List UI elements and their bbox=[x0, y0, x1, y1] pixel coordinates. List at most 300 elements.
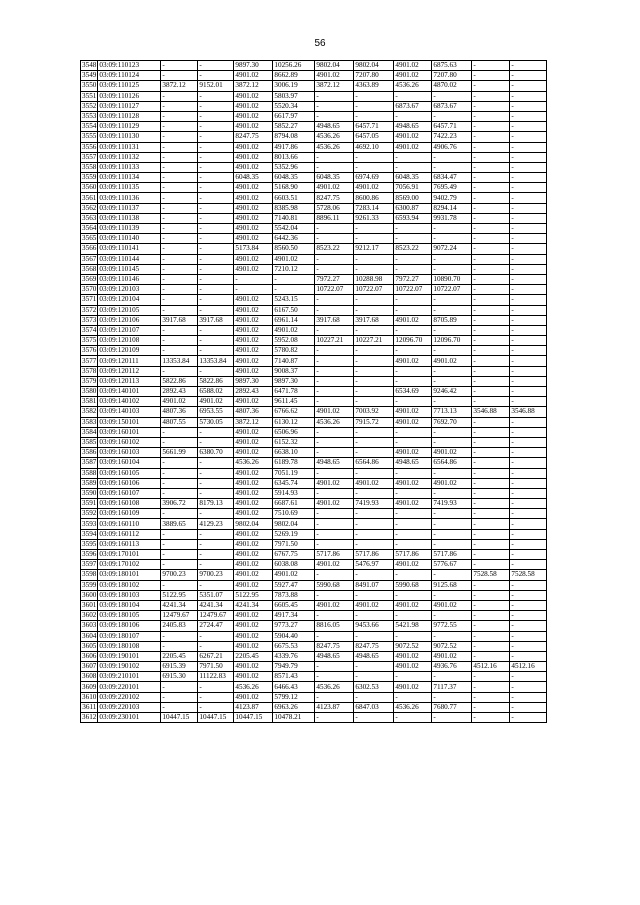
value-cell: - bbox=[510, 234, 547, 244]
value-cell: - bbox=[510, 387, 547, 397]
value-cell: - bbox=[161, 173, 198, 183]
value-cell: 12096.70 bbox=[432, 336, 472, 346]
value-cell: 4901.02 bbox=[161, 397, 198, 407]
value-cell: 7528.58 bbox=[472, 570, 510, 580]
value-cell: 10288.98 bbox=[354, 274, 394, 284]
value-cell: - bbox=[354, 437, 394, 447]
value-cell: 5799.12 bbox=[273, 692, 315, 702]
value-cell: 4901.02 bbox=[234, 111, 273, 121]
row-number-cell: 3593 bbox=[82, 519, 97, 528]
table-row bbox=[81, 539, 547, 549]
value-cell: - bbox=[198, 274, 234, 284]
value-cell: - bbox=[394, 529, 432, 539]
value-cell: - bbox=[161, 488, 198, 498]
value-cell: - bbox=[394, 611, 432, 621]
code-cell: 03:09:110146 bbox=[98, 274, 161, 284]
table-row bbox=[81, 611, 547, 621]
value-cell: - bbox=[472, 234, 510, 244]
code-cell: 03:09:120111 bbox=[98, 356, 161, 366]
value-cell: - bbox=[198, 254, 234, 264]
value-cell: - bbox=[472, 560, 510, 570]
value-cell: - bbox=[161, 631, 198, 641]
value-cell: - bbox=[354, 254, 394, 264]
value-cell: 4901.02 bbox=[234, 224, 273, 234]
row-number-cell: 3570 bbox=[82, 285, 97, 294]
value-cell: - bbox=[198, 173, 234, 183]
value-cell: 6873.67 bbox=[432, 101, 472, 111]
value-cell: - bbox=[510, 244, 547, 254]
value-cell: 2892.43 bbox=[234, 387, 273, 397]
value-cell: 5661.99 bbox=[161, 448, 198, 458]
value-cell: 4901.02 bbox=[234, 550, 273, 560]
value-cell: - bbox=[198, 132, 234, 142]
table-row bbox=[81, 142, 547, 152]
value-cell: - bbox=[315, 152, 354, 162]
value-cell: - bbox=[510, 336, 547, 346]
value-cell: - bbox=[198, 346, 234, 356]
value-cell: - bbox=[315, 488, 354, 498]
value-cell: 8794.08 bbox=[273, 132, 315, 142]
value-cell: - bbox=[472, 387, 510, 397]
value-cell: 7713.13 bbox=[432, 407, 472, 417]
value-cell: - bbox=[472, 458, 510, 468]
value-cell: - bbox=[510, 499, 547, 509]
value-cell: - bbox=[394, 509, 432, 519]
value-cell: 3872.12 bbox=[161, 81, 198, 91]
value-cell: 8247.75 bbox=[315, 641, 354, 651]
value-cell: - bbox=[510, 621, 547, 631]
value-cell: - bbox=[394, 539, 432, 549]
value-cell: - bbox=[198, 509, 234, 519]
value-cell: 8705.89 bbox=[432, 315, 472, 325]
value-cell: 4948.65 bbox=[315, 651, 354, 661]
value-cell: - bbox=[472, 580, 510, 590]
value-cell: - bbox=[161, 132, 198, 142]
value-cell: - bbox=[198, 111, 234, 121]
value-cell: 4536.26 bbox=[315, 417, 354, 427]
code-cell: 03:09:160108 bbox=[98, 499, 161, 509]
row-number-cell: 3606 bbox=[82, 651, 97, 660]
value-cell: 6267.21 bbox=[198, 651, 234, 661]
value-cell: 4339.76 bbox=[273, 651, 315, 661]
row-number-cell: 3611 bbox=[82, 702, 97, 711]
value-cell: - bbox=[198, 305, 234, 315]
value-cell: 4948.65 bbox=[354, 651, 394, 661]
value-cell: - bbox=[510, 458, 547, 468]
table-row bbox=[81, 111, 547, 121]
value-cell: - bbox=[472, 672, 510, 682]
value-cell: - bbox=[432, 672, 472, 682]
value-cell: 5173.84 bbox=[234, 244, 273, 254]
value-cell: - bbox=[394, 631, 432, 641]
value-cell: - bbox=[510, 397, 547, 407]
value-cell: - bbox=[432, 366, 472, 376]
value-cell: - bbox=[510, 274, 547, 284]
value-cell: 7056.91 bbox=[394, 183, 432, 193]
row-number-cell: 3561 bbox=[82, 193, 97, 202]
value-cell: - bbox=[315, 325, 354, 335]
value-cell: - bbox=[472, 336, 510, 346]
value-cell: 6167.50 bbox=[273, 305, 315, 315]
table-row bbox=[81, 152, 547, 162]
row-number-cell: 3581 bbox=[82, 397, 97, 406]
value-cell: 6300.87 bbox=[394, 203, 432, 213]
value-cell: - bbox=[354, 366, 394, 376]
value-cell: - bbox=[198, 244, 234, 254]
value-cell: - bbox=[354, 101, 394, 111]
value-cell: 5122.95 bbox=[234, 590, 273, 600]
value-cell: 4807.36 bbox=[161, 407, 198, 417]
value-cell: - bbox=[510, 254, 547, 264]
value-cell: - bbox=[432, 224, 472, 234]
value-cell: 4917.86 bbox=[273, 142, 315, 152]
value-cell: 8385.98 bbox=[273, 203, 315, 213]
table-row bbox=[81, 397, 547, 407]
value-cell: 4901.02 bbox=[234, 183, 273, 193]
row-number-cell: 3594 bbox=[82, 529, 97, 538]
row-number-cell: 3587 bbox=[82, 458, 97, 467]
table-row bbox=[81, 713, 547, 723]
value-cell: - bbox=[510, 611, 547, 621]
value-cell: - bbox=[315, 264, 354, 274]
code-cell: 03:09:140101 bbox=[98, 387, 161, 397]
table-row bbox=[81, 600, 547, 610]
value-cell: - bbox=[472, 295, 510, 305]
table-row bbox=[81, 295, 547, 305]
row-number-cell: 3601 bbox=[82, 601, 97, 610]
value-cell: - bbox=[472, 305, 510, 315]
value-cell: 9611.45 bbox=[273, 397, 315, 407]
value-cell: 2405.83 bbox=[161, 621, 198, 631]
value-cell: 3872.12 bbox=[234, 417, 273, 427]
value-cell: 6834.47 bbox=[432, 173, 472, 183]
value-cell: 6605.45 bbox=[273, 600, 315, 610]
value-cell: - bbox=[510, 376, 547, 386]
value-cell: 6961.14 bbox=[273, 315, 315, 325]
row-number-cell: 3605 bbox=[82, 641, 97, 650]
value-cell: 8560.50 bbox=[273, 244, 315, 254]
row-number-cell: 3610 bbox=[82, 692, 97, 701]
value-cell: - bbox=[161, 692, 198, 702]
value-cell: - bbox=[432, 509, 472, 519]
value-cell: - bbox=[510, 488, 547, 498]
row-number-cell: 3565 bbox=[82, 234, 97, 243]
value-cell: - bbox=[354, 488, 394, 498]
value-cell: - bbox=[198, 702, 234, 712]
value-cell: - bbox=[472, 641, 510, 651]
table-row bbox=[81, 499, 547, 509]
value-cell: 12479.67 bbox=[161, 611, 198, 621]
value-cell: - bbox=[273, 285, 315, 295]
value-cell: 6915.39 bbox=[161, 662, 198, 672]
value-cell: - bbox=[354, 570, 394, 580]
value-cell: 4901.02 bbox=[234, 71, 273, 81]
value-cell: 4901.02 bbox=[234, 509, 273, 519]
value-cell: - bbox=[234, 285, 273, 295]
code-cell: 03:09:110128 bbox=[98, 111, 161, 121]
value-cell: - bbox=[161, 285, 198, 295]
table-row bbox=[81, 448, 547, 458]
value-cell: 6506.96 bbox=[273, 427, 315, 437]
row-number-cell: 3567 bbox=[82, 254, 97, 263]
value-cell: - bbox=[472, 376, 510, 386]
value-cell: 4901.02 bbox=[234, 662, 273, 672]
value-cell: - bbox=[315, 713, 354, 723]
code-cell: 03:09:110129 bbox=[98, 122, 161, 132]
value-cell: 7510.69 bbox=[273, 509, 315, 519]
value-cell: - bbox=[472, 315, 510, 325]
value-cell: - bbox=[394, 91, 432, 101]
value-cell: - bbox=[354, 224, 394, 234]
value-cell: 3872.12 bbox=[234, 81, 273, 91]
value-cell: - bbox=[394, 713, 432, 723]
table-row bbox=[81, 519, 547, 529]
value-cell: 4901.02 bbox=[234, 305, 273, 315]
value-cell: - bbox=[315, 111, 354, 121]
value-cell: 8247.75 bbox=[315, 193, 354, 203]
value-cell: - bbox=[315, 437, 354, 447]
value-cell: - bbox=[161, 71, 198, 81]
table-row bbox=[81, 213, 547, 223]
value-cell: 4901.02 bbox=[273, 254, 315, 264]
value-cell: 6873.67 bbox=[394, 101, 432, 111]
value-cell: - bbox=[472, 61, 510, 71]
value-cell: - bbox=[161, 325, 198, 335]
value-cell: - bbox=[161, 539, 198, 549]
code-cell: 03:09:160113 bbox=[98, 539, 161, 549]
value-cell: - bbox=[472, 122, 510, 132]
value-cell: - bbox=[510, 193, 547, 203]
code-cell: 03:09:180101 bbox=[98, 570, 161, 580]
value-cell: - bbox=[510, 539, 547, 549]
value-cell: 6189.78 bbox=[273, 458, 315, 468]
value-cell: 4901.02 bbox=[234, 315, 273, 325]
value-cell: 4901.02 bbox=[234, 152, 273, 162]
value-cell: 4901.02 bbox=[234, 346, 273, 356]
row-number-cell: 3600 bbox=[82, 590, 97, 599]
value-cell: - bbox=[161, 193, 198, 203]
code-cell: 03:09:230101 bbox=[98, 713, 161, 723]
code-cell: 03:09:160102 bbox=[98, 437, 161, 447]
row-number-cell: 3566 bbox=[82, 244, 97, 253]
table-row bbox=[81, 560, 547, 570]
value-cell: - bbox=[198, 336, 234, 346]
value-cell: - bbox=[161, 254, 198, 264]
value-cell: - bbox=[394, 264, 432, 274]
value-cell: - bbox=[198, 285, 234, 295]
value-cell: 4901.02 bbox=[394, 417, 432, 427]
value-cell: 5990.68 bbox=[315, 580, 354, 590]
value-cell: - bbox=[198, 427, 234, 437]
row-number-cell: 3562 bbox=[82, 203, 97, 212]
table-row bbox=[81, 407, 547, 417]
value-cell: 6847.03 bbox=[354, 702, 394, 712]
table-row bbox=[81, 580, 547, 590]
value-cell: - bbox=[198, 91, 234, 101]
table-row bbox=[81, 336, 547, 346]
value-cell: - bbox=[198, 193, 234, 203]
value-cell: 7207.80 bbox=[432, 71, 472, 81]
value-cell: - bbox=[315, 570, 354, 580]
value-cell: 7140.87 bbox=[273, 356, 315, 366]
value-cell: 4123.87 bbox=[234, 702, 273, 712]
value-cell: 5717.86 bbox=[432, 550, 472, 560]
row-number-cell: 3609 bbox=[82, 682, 97, 691]
value-cell: - bbox=[510, 264, 547, 274]
row-number-cell: 3568 bbox=[82, 264, 97, 273]
row-number-cell: 3553 bbox=[82, 112, 97, 121]
code-cell: 03:09:140102 bbox=[98, 397, 161, 407]
value-cell: - bbox=[472, 499, 510, 509]
value-cell: - bbox=[354, 346, 394, 356]
value-cell: - bbox=[432, 539, 472, 549]
row-number-cell: 3591 bbox=[82, 499, 97, 508]
row-number-cell: 3578 bbox=[82, 366, 97, 375]
value-cell: 3917.68 bbox=[198, 315, 234, 325]
code-cell: 03:09:120106 bbox=[98, 315, 161, 325]
value-cell: 4901.02 bbox=[394, 651, 432, 661]
value-cell: - bbox=[198, 458, 234, 468]
value-cell: - bbox=[510, 325, 547, 335]
value-cell: 8247.75 bbox=[354, 641, 394, 651]
value-cell: - bbox=[472, 448, 510, 458]
code-cell: 03:09:160109 bbox=[98, 509, 161, 519]
value-cell: - bbox=[510, 366, 547, 376]
value-cell: - bbox=[354, 590, 394, 600]
value-cell: 9072.52 bbox=[432, 641, 472, 651]
value-cell: 4948.65 bbox=[315, 122, 354, 132]
table-row bbox=[81, 590, 547, 600]
value-cell: - bbox=[198, 366, 234, 376]
value-cell: 6442.36 bbox=[273, 234, 315, 244]
value-cell: 6152.32 bbox=[273, 437, 315, 447]
value-cell: - bbox=[472, 162, 510, 172]
value-cell: - bbox=[198, 142, 234, 152]
value-cell: - bbox=[510, 641, 547, 651]
value-cell: 9072.24 bbox=[432, 244, 472, 254]
value-cell: - bbox=[472, 91, 510, 101]
value-cell: - bbox=[354, 325, 394, 335]
value-cell: - bbox=[510, 631, 547, 641]
row-number-cell: 3572 bbox=[82, 305, 97, 314]
code-cell: 03:09:110137 bbox=[98, 203, 161, 213]
value-cell: - bbox=[394, 162, 432, 172]
value-cell: 6457.71 bbox=[432, 122, 472, 132]
code-cell: 03:09:120112 bbox=[98, 366, 161, 376]
value-cell: - bbox=[510, 305, 547, 315]
value-cell: - bbox=[354, 162, 394, 172]
value-cell: - bbox=[510, 295, 547, 305]
value-cell: - bbox=[161, 264, 198, 274]
value-cell: - bbox=[354, 519, 394, 529]
value-cell: - bbox=[432, 611, 472, 621]
value-cell: - bbox=[198, 468, 234, 478]
row-number-cell: 3551 bbox=[82, 91, 97, 100]
value-cell: 8600.86 bbox=[354, 193, 394, 203]
value-cell: - bbox=[354, 234, 394, 244]
value-cell: 7695.49 bbox=[432, 183, 472, 193]
value-cell: - bbox=[432, 264, 472, 274]
row-number-cell: 3559 bbox=[82, 173, 97, 182]
value-cell: 4901.02 bbox=[234, 427, 273, 437]
value-cell: - bbox=[198, 122, 234, 132]
value-cell: - bbox=[161, 550, 198, 560]
value-cell: - bbox=[510, 672, 547, 682]
value-cell: - bbox=[472, 356, 510, 366]
value-cell: 7117.37 bbox=[432, 682, 472, 692]
table-row bbox=[81, 682, 547, 692]
value-cell: - bbox=[315, 346, 354, 356]
value-cell: 5990.68 bbox=[394, 580, 432, 590]
value-cell: - bbox=[432, 437, 472, 447]
value-cell: - bbox=[472, 682, 510, 692]
value-cell: - bbox=[510, 213, 547, 223]
value-cell: 5243.15 bbox=[273, 295, 315, 305]
value-cell: 5542.04 bbox=[273, 224, 315, 234]
value-cell: 6766.62 bbox=[273, 407, 315, 417]
value-cell: 4901.02 bbox=[234, 672, 273, 682]
value-cell: 9008.37 bbox=[273, 366, 315, 376]
value-cell: - bbox=[510, 519, 547, 529]
value-cell: 4901.02 bbox=[234, 611, 273, 621]
value-cell: - bbox=[161, 244, 198, 254]
code-cell: 03:09:180102 bbox=[98, 580, 161, 590]
code-cell: 03:09:110134 bbox=[98, 173, 161, 183]
value-cell: - bbox=[510, 173, 547, 183]
table-row bbox=[81, 173, 547, 183]
value-cell: - bbox=[354, 376, 394, 386]
value-cell: - bbox=[354, 387, 394, 397]
value-cell: - bbox=[510, 356, 547, 366]
value-cell: 6915.30 bbox=[161, 672, 198, 682]
value-cell: - bbox=[432, 488, 472, 498]
value-cell: - bbox=[198, 213, 234, 223]
value-cell: 3917.68 bbox=[315, 315, 354, 325]
value-cell: 3546.88 bbox=[510, 407, 547, 417]
value-cell: 6457.05 bbox=[354, 132, 394, 142]
value-cell: 5952.08 bbox=[273, 336, 315, 346]
value-cell: 5476.97 bbox=[354, 560, 394, 570]
value-cell: 4901.02 bbox=[315, 71, 354, 81]
value-cell: 9700.23 bbox=[198, 570, 234, 580]
table-row bbox=[81, 254, 547, 264]
value-cell: 5904.40 bbox=[273, 631, 315, 641]
value-cell: 2892.43 bbox=[161, 387, 198, 397]
value-cell: 6457.71 bbox=[354, 122, 394, 132]
value-cell: - bbox=[394, 570, 432, 580]
value-cell: 6048.35 bbox=[315, 173, 354, 183]
value-cell: - bbox=[161, 346, 198, 356]
value-cell: - bbox=[354, 692, 394, 702]
value-cell: 6767.75 bbox=[273, 550, 315, 560]
value-cell: - bbox=[161, 111, 198, 121]
value-cell: - bbox=[315, 305, 354, 315]
value-cell: - bbox=[432, 295, 472, 305]
value-cell: - bbox=[472, 152, 510, 162]
value-cell: 9897.30 bbox=[273, 376, 315, 386]
value-cell: - bbox=[161, 427, 198, 437]
value-cell: 4512.16 bbox=[510, 662, 547, 672]
value-cell: 8523.22 bbox=[394, 244, 432, 254]
value-cell: 9402.79 bbox=[432, 193, 472, 203]
value-cell: - bbox=[161, 91, 198, 101]
row-number-cell: 3612 bbox=[82, 713, 97, 722]
code-cell: 03:09:160112 bbox=[98, 529, 161, 539]
table-row bbox=[81, 570, 547, 580]
table-row bbox=[81, 224, 547, 234]
value-cell: 7283.14 bbox=[354, 203, 394, 213]
value-cell: 5351.07 bbox=[198, 590, 234, 600]
